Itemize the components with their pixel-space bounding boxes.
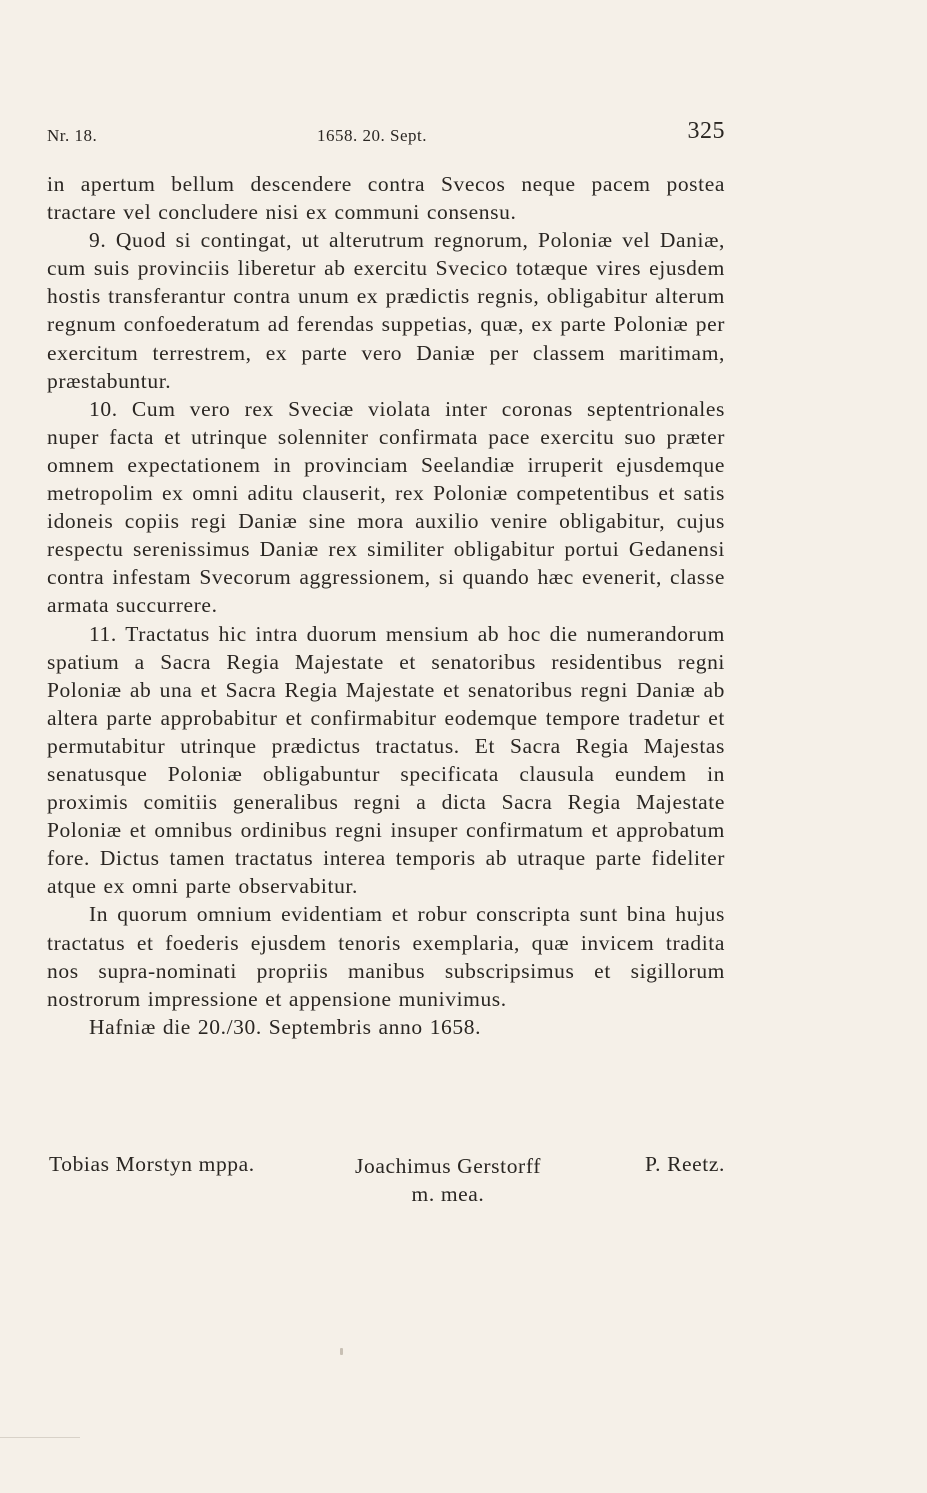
signature-gerstorff-name: Joachimus Gerstorff bbox=[355, 1154, 541, 1178]
body-text bbox=[47, 170, 725, 1041]
paragraph-continuation: in apertum bellum descendere contra Svecos neque pacem postea tractare vel concludere nisi ex communi consensu. bbox=[47, 172, 725, 225]
running-header bbox=[47, 118, 725, 148]
document-number: Nr. 18. bbox=[47, 126, 98, 145]
paragraph-article-10: 10. Cum vero rex Sveciæ violata inter coronas septentrionales nuper facta et utrinque solenniter confirmata pace exercitu suo præter omnem expectationem in provinciam Seelandiæ irruperit ejusdemque metropolim ex omni aditu clauserit, rex Poloniæ competentibus et satis idoneis copiis regi Daniæ sine mora auxilio venire obligabitur, cujus respectu serenissimus Daniæ rex similiter obligabitur portui Gedanensi contra infestam Svecorum aggressionem, si quando hæc evenerit, classe armata succurrere. bbox=[47, 396, 725, 618]
paper-speck bbox=[340, 1348, 343, 1355]
paragraph-testimony: In quorum omnium evidentiam et robur conscripta sunt bina hujus tractatus et foederis ejusdem tenoris exemplaria, quæ invicem tradita nos supra-nominati propriis manibus subscripsimus et sigillorum nostrorum impressione et appensione munivimus. bbox=[47, 902, 725, 1011]
signature-gerstorff bbox=[355, 1152, 541, 1208]
paragraph-dateline: Hafniæ die 20./30. Septembris anno 1658. bbox=[89, 1014, 482, 1039]
signature-gerstorff-note: m. mea. bbox=[411, 1182, 485, 1206]
document-page bbox=[47, 0, 725, 1493]
paragraph-article-11: 11. Tractatus hic intra duorum mensium ab hoc die numerandorum spatium a Sacra Regia Majestate et senatoribus residentibus regni Poloniæ ab una et Sacra Regia Majestate et senatoribus regni Daniæ ab altera parte approbabitur et confirmabitur eodemque tempore tradetur et permutabitur utrinque prædictus tractatus. Et Sacra Regia Majestas senatusque Poloniæ obligabuntur specificata clausula eundem in proximis comitiis generalibus regni a dicta Sacra Regia Majestate Poloniæ et omnibus ordinibus regni insuper confirmatum et approbatum fore. Dictus tamen tractatus interea temporis ab utraque parte fideliter atque ex omni parte observabitur. bbox=[47, 621, 725, 899]
signature-reetz: P. Reetz. bbox=[644, 1152, 725, 1176]
signature-morstyn: Tobias Morstyn mppa. bbox=[49, 1152, 255, 1176]
page-edge-mark bbox=[0, 1437, 80, 1438]
signature-block bbox=[47, 1152, 725, 1212]
page-number: 325 bbox=[687, 118, 725, 144]
document-date: 1658. 20. Sept. bbox=[317, 126, 427, 145]
paragraph-article-9: 9. Quod si contingat, ut alterutrum regnorum, Poloniæ vel Daniæ, cum suis provinciis liberetur ab exercitu Svecico totæque vires ejusdem hostis transferantur contra unum ex prædictis regnis, obligabitur alterum regnum confoederatum ad ferendas suppetias, quæ, ex parte Poloniæ per exercitum terrestrem, ex parte vero Daniæ per classem maritimam, præstabuntur. bbox=[47, 228, 725, 393]
